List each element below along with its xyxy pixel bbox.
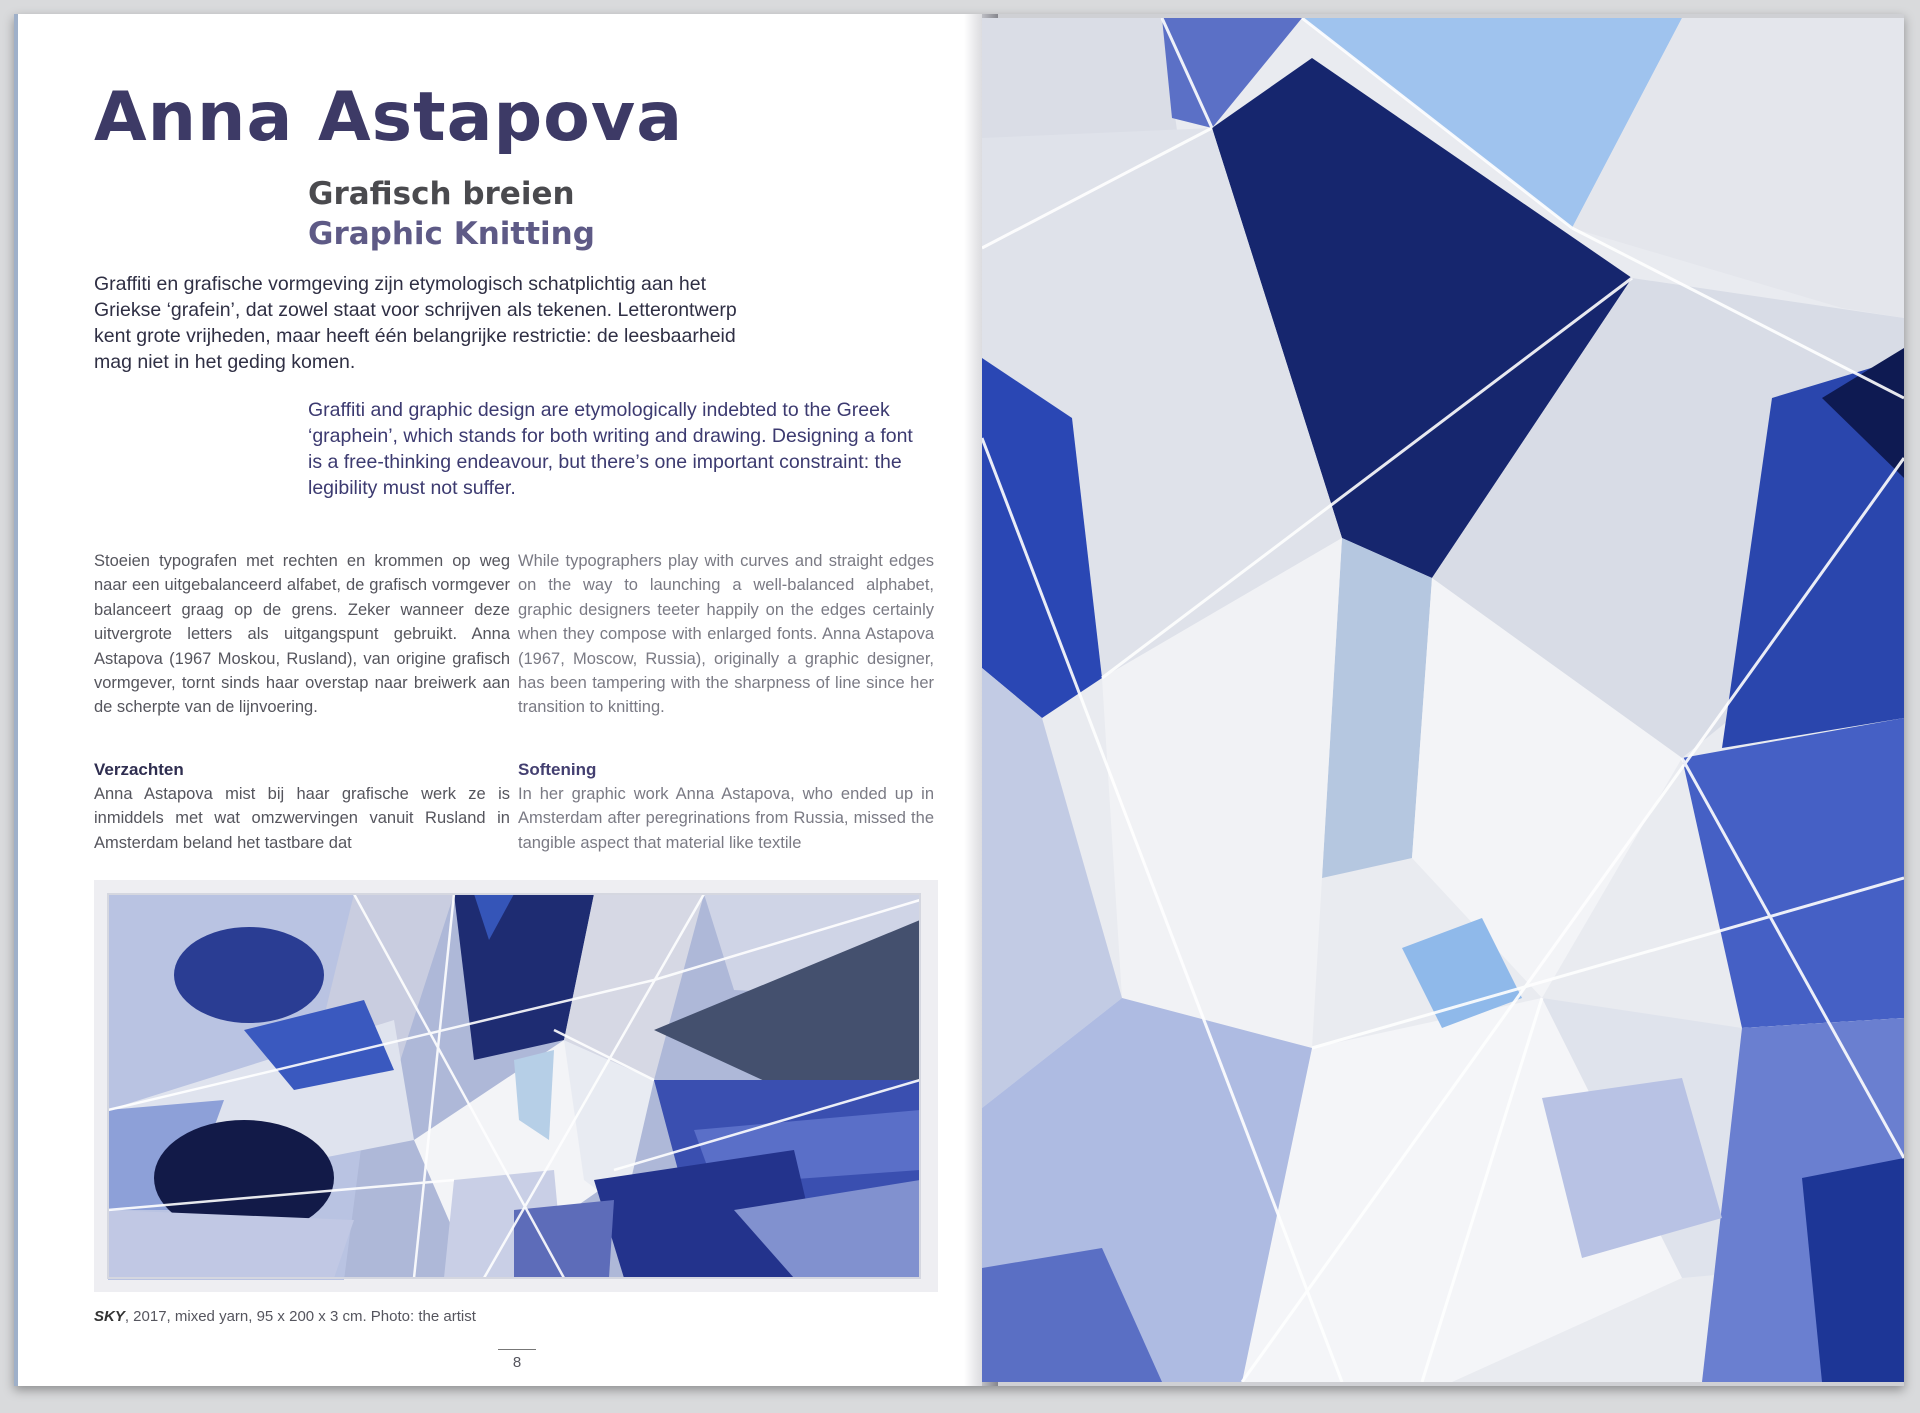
body-paragraph-english: While typographers play with curves and straight edges on the way to launching a well-balanced alphabet, graphic designers teeter happily on the edges certainly when they compose with enlarged fonts. Anna Astapova (1967, Moscow, Russia), originally a graphic designer, has been tampering with the sharpness of line since her transition to knitting. — [518, 552, 934, 717]
left-page — [14, 14, 982, 1386]
page-number-rule — [498, 1349, 536, 1350]
subtitle-dutch: Grafisch breien — [308, 176, 575, 212]
body-continuation-english: In her graphic work Anna Astapova, who ended up in Amsterdam after peregrinations from Russia, missed the tangible aspect that material like textile — [518, 784, 934, 852]
book-spread — [14, 14, 1904, 1386]
caption-artwork-title: SKY — [94, 1308, 125, 1325]
page-number: 8 — [512, 1354, 522, 1371]
intro-dutch: Graffiti en grafische vormgeving zijn etymologisch schatplichtig aan het Griekse ‘grafein’, dat zowel staat voor schrijven als tekenen. Letterontwerp kent grote vrijheden, maar heeft één belangrijke restrictie: de leesbaarheid mag niet in het geding komen. — [94, 273, 737, 373]
sky-knitting-artwork — [94, 880, 938, 1292]
column-dutch — [94, 549, 510, 855]
caption-details: , 2017, mixed yarn, 95 x 200 x 3 cm. Photo: the artist — [124, 1308, 476, 1325]
body-continuation-dutch: Anna Astapova mist bij haar grafische werk ze is inmiddels met wat omzwervingen vanuit Rusland in Amsterdam beland het tastbare dat — [94, 784, 510, 852]
page-title: Anna Astapova — [94, 78, 684, 157]
column-english — [518, 549, 934, 855]
article-subtitle — [308, 174, 595, 254]
knitting-detail-photo — [982, 18, 1904, 1382]
section-heading-dutch: Verzachten — [94, 759, 184, 779]
body-paragraph-dutch: Stoeien typografen met rechten en krommen op weg naar een uitgebalanceerd alfabet, de grafisch vormgever balanceert graag op de grens. Zeker wanneer deze uitvergrote letters als uitgangspunt gebruikt. Anna Astapova (1967 Moskou, Rusland), van origine grafisch vormgever, tornt sinds haar overstap naar breiwerk aan de scherpte van de lijnvoering. — [94, 552, 510, 717]
figure-caption — [94, 1308, 476, 1325]
subtitle-english: Graphic Knitting — [308, 216, 595, 252]
artwork-photo-sky — [94, 880, 938, 1292]
right-page-artwork-detail — [982, 18, 1904, 1382]
section-heading-english: Softening — [518, 759, 597, 779]
intro-english: Graffiti and graphic design are etymologically indebted to the Greek ‘graphein’, which stands for both writing and drawing. Designing a font is a free-thinking endeavour, but there’s one important constraint: the legibility must not suffer. — [308, 399, 913, 499]
